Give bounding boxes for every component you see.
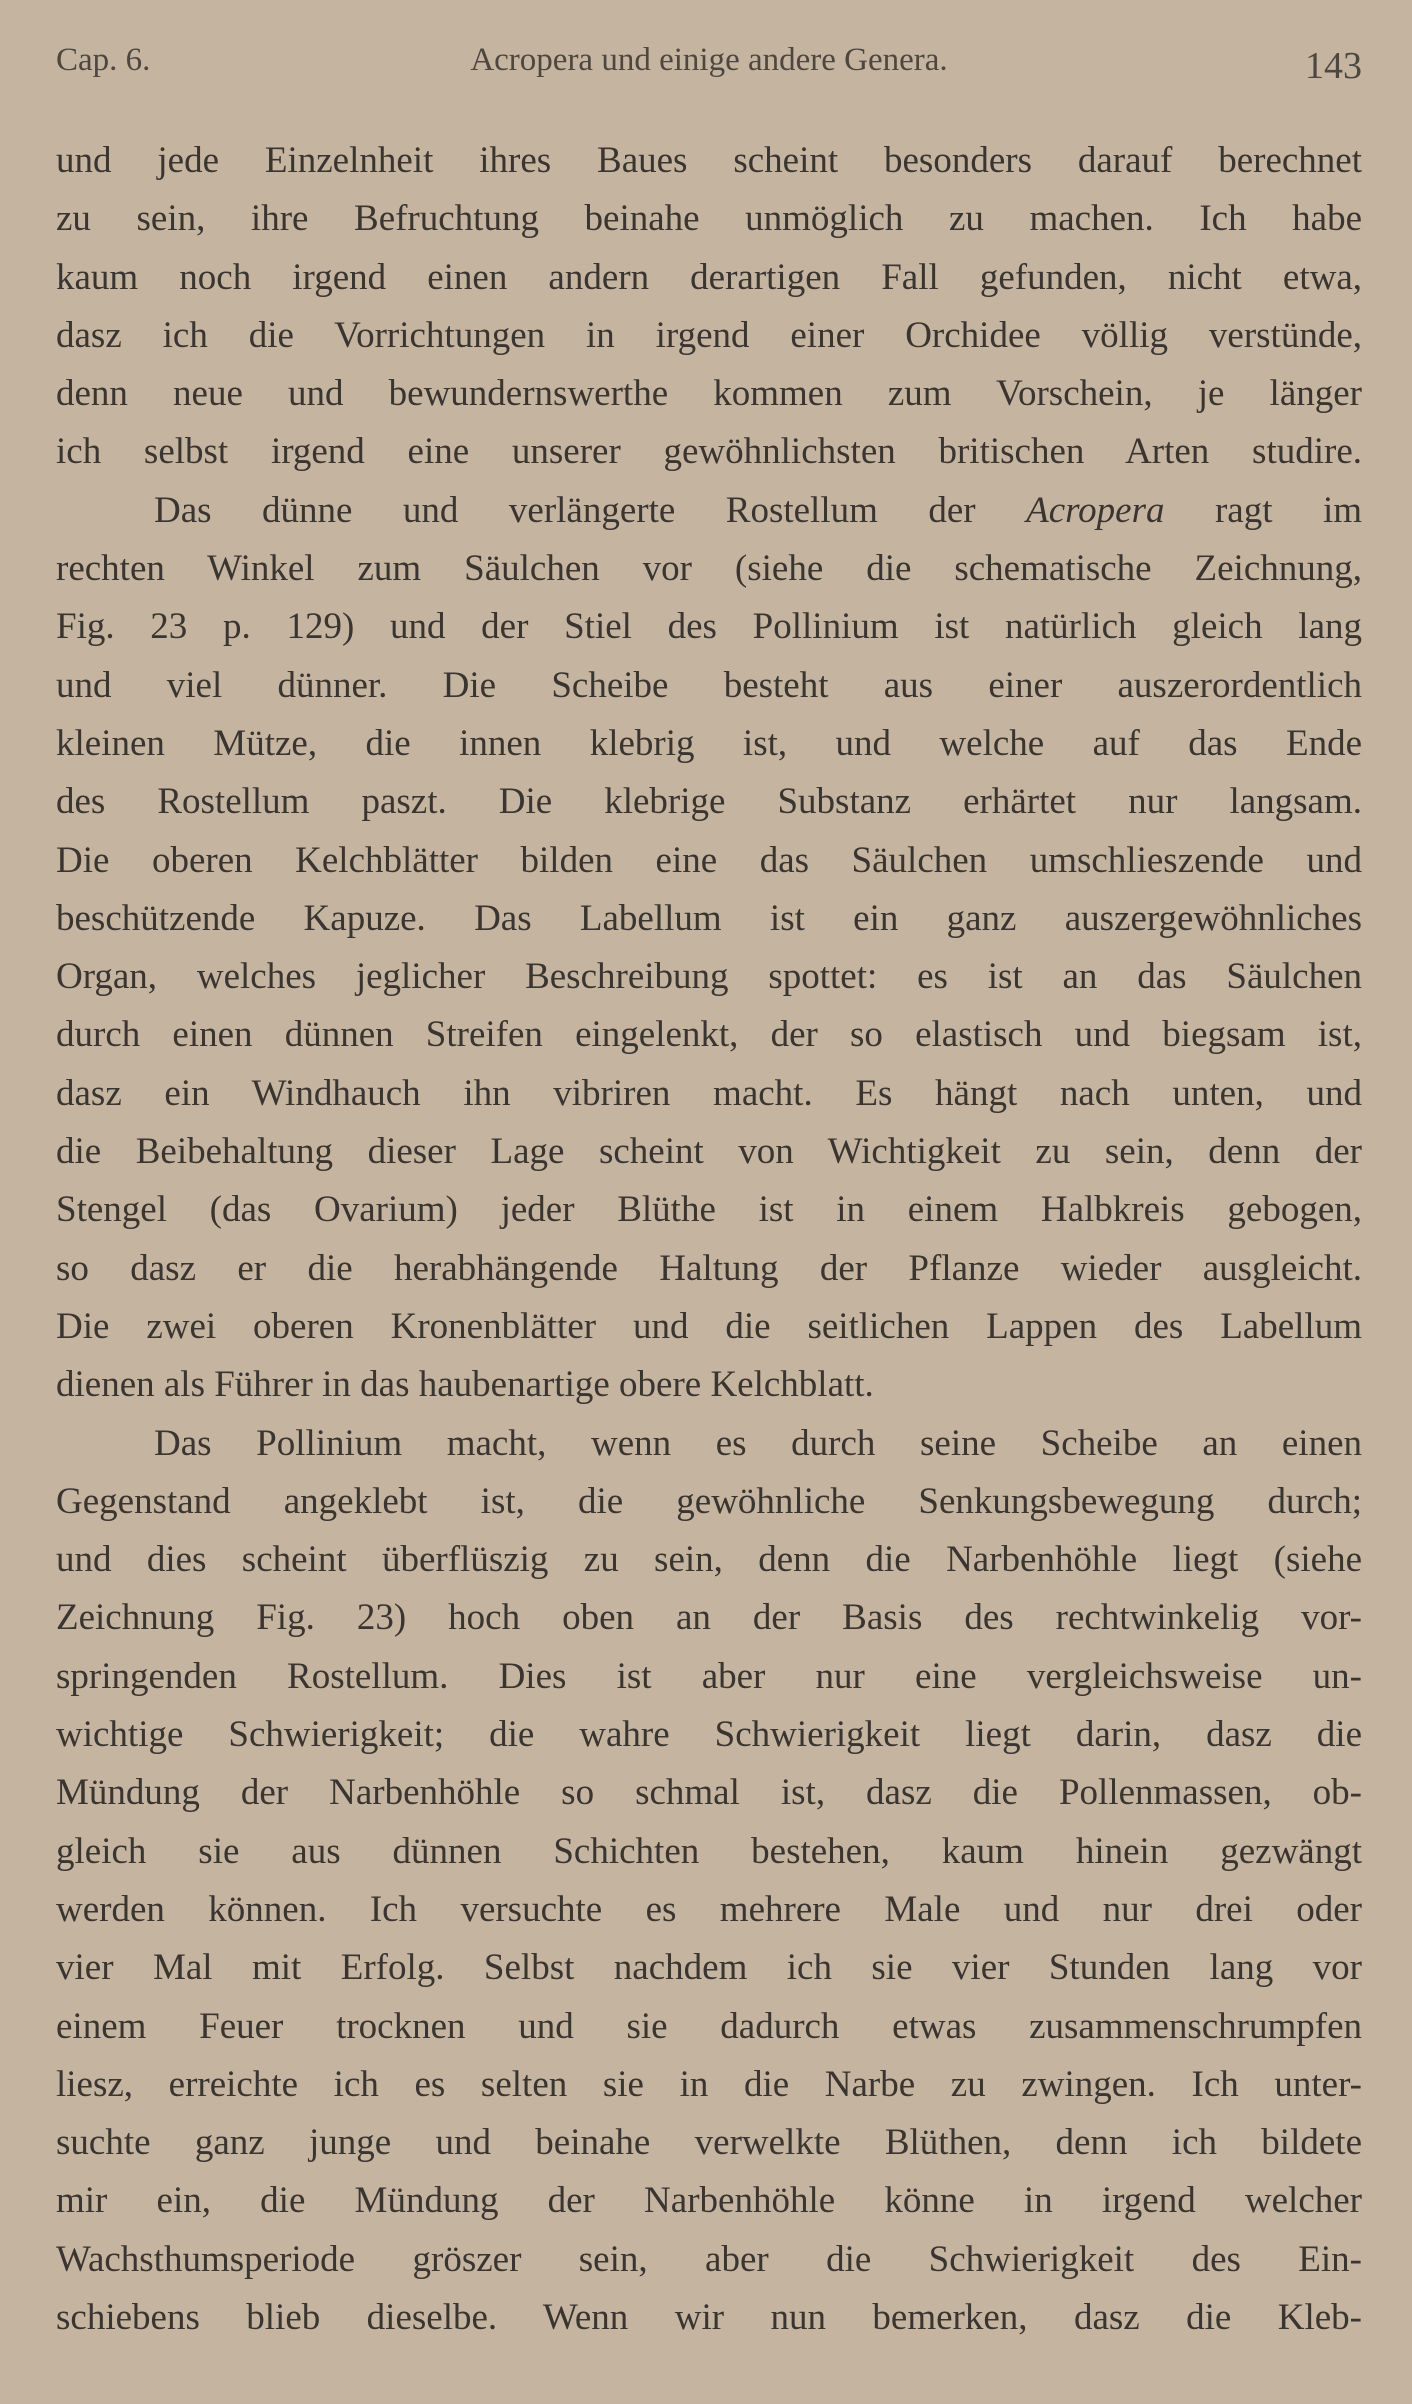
text-line: und jede Einzelnheit ihres Baues scheint besonders darauf berechnet	[56, 140, 1362, 181]
text-line: Die oberen Kelchblätter bilden eine das Säulchen umschlieszende und	[56, 839, 1362, 881]
text-segment: Das dünne und verlängerte Rostellum der	[154, 489, 976, 531]
text-line: Fig. 23 p. 129) und der Stiel des Pollinium ist natürlich gleich lang	[56, 606, 1362, 648]
text-line: des Rostellum paszt. Die klebrige Substanz erhärtet nur langsam.	[56, 781, 1362, 823]
text-line-first	[56, 482, 1362, 540]
text-line: vier Mal mit Erfolg. Selbst nachdem ich sie vier Stunden lang vor	[56, 1947, 1362, 1989]
text-line: rechten Winkel zum Säulchen vor (siehe die schematische Zeichnung,	[56, 548, 1362, 590]
text-line: Das Pollinium macht, wenn es durch seine Scheibe an einen	[154, 1422, 1362, 1464]
paragraph-2	[56, 482, 1362, 1415]
text-line: einem Feuer trocknen und sie dadurch etwas zusammenschrumpfen	[56, 2005, 1362, 2047]
page-number: 143	[1305, 45, 1362, 87]
text-line: so dasz er die herabhängende Haltung der Pflanze wieder ausgleicht.	[56, 1247, 1362, 1289]
text-line: Zeichnung Fig. 23) hoch oben an der Basis des rechtwinkelig vor-	[56, 1597, 1362, 1639]
text-line: suchte ganz junge und beinahe verwelkte Blüthen, denn ich bildete	[56, 2122, 1362, 2164]
text-line: Organ, welches jeglicher Beschreibung spottet: es ist an das Säulchen	[56, 956, 1362, 998]
text-segment: ragt im	[1214, 489, 1363, 531]
text-line: schiebens blieb dieselbe. Wenn wir nun bemerken, dasz die Kleb-	[56, 2296, 1362, 2338]
genus-name: Acropera	[1026, 489, 1165, 531]
body-text	[56, 132, 1362, 2347]
running-head	[56, 34, 1362, 94]
paragraph-1	[56, 132, 1362, 482]
text-line: mir ein, die Mündung der Narbenhöhle könne in irgend welcher	[56, 2180, 1362, 2222]
text-line: durch einen dünnen Streifen eingelenkt, der so elastisch und biegsam ist,	[56, 1014, 1362, 1056]
text-line: dienen als Führer in das haubenartige obere Kelchblatt.	[56, 1364, 874, 1406]
text-line: Die zwei oberen Kronenblätter und die seitlichen Lappen des Labellum	[56, 1305, 1362, 1347]
text-line: zu sein, ihre Befruchtung beinahe unmöglich zu machen. Ich habe	[56, 198, 1362, 240]
chapter-label: Cap. 6.	[56, 42, 151, 78]
text-line: kleinen Mütze, die innen klebrig ist, und welche auf das Ende	[56, 722, 1362, 764]
text-line: kaum noch irgend einen andern derartigen Fall gefunden, nicht etwa,	[56, 256, 1362, 298]
text-line: beschützende Kapuze. Das Labellum ist ein ganz auszergewöhnliches	[56, 897, 1362, 939]
text-line: Wachsthumsperiode gröszer sein, aber die Schwierigkeit des Ein-	[56, 2238, 1362, 2280]
text-line: die Beibehaltung dieser Lage scheint von Wichtigkeit zu sein, denn der	[56, 1131, 1362, 1173]
text-line: Gegenstand angeklebt ist, die gewöhnliche Senkungsbewegung durch;	[56, 1480, 1362, 1522]
running-title: Acropera und einige andere Genera.	[470, 42, 948, 78]
text-line: liesz, erreichte ich es selten sie in die Narbe zu zwingen. Ich unter-	[56, 2063, 1362, 2105]
text-line: ich selbst irgend eine unserer gewöhnlichsten britischen Arten studire.	[56, 431, 1362, 473]
text-line: Stengel (das Ovarium) jeder Blüthe ist in einem Halbkreis gebogen,	[56, 1189, 1362, 1231]
text-line: und viel dünner. Die Scheibe besteht aus einer auszerordentlich	[56, 664, 1362, 706]
text-line: wichtige Schwierigkeit; die wahre Schwierigkeit liegt darin, dasz die	[56, 1714, 1362, 1756]
text-line: springenden Rostellum. Dies ist aber nur eine vergleichsweise un-	[56, 1655, 1362, 1697]
text-line: Mündung der Narbenhöhle so schmal ist, dasz die Pollenmassen, ob-	[56, 1772, 1362, 1814]
paragraph-3	[56, 1415, 1362, 2348]
text-line: und dies scheint überflüszig zu sein, denn die Narbenhöhle liegt (siehe	[56, 1539, 1362, 1581]
text-line: gleich sie aus dünnen Schichten bestehen, kaum hinein gezwängt	[56, 1830, 1362, 1872]
text-line: denn neue und bewundernswerthe kommen zum Vorschein, je länger	[56, 373, 1362, 415]
text-line: werden können. Ich versuchte es mehrere Male und nur drei oder	[56, 1888, 1362, 1930]
text-line: dasz ein Windhauch ihn vibriren macht. Es hängt nach unten, und	[56, 1072, 1362, 1114]
text-line: dasz ich die Vorrichtungen in irgend einer Orchidee völlig verstünde,	[56, 314, 1362, 356]
